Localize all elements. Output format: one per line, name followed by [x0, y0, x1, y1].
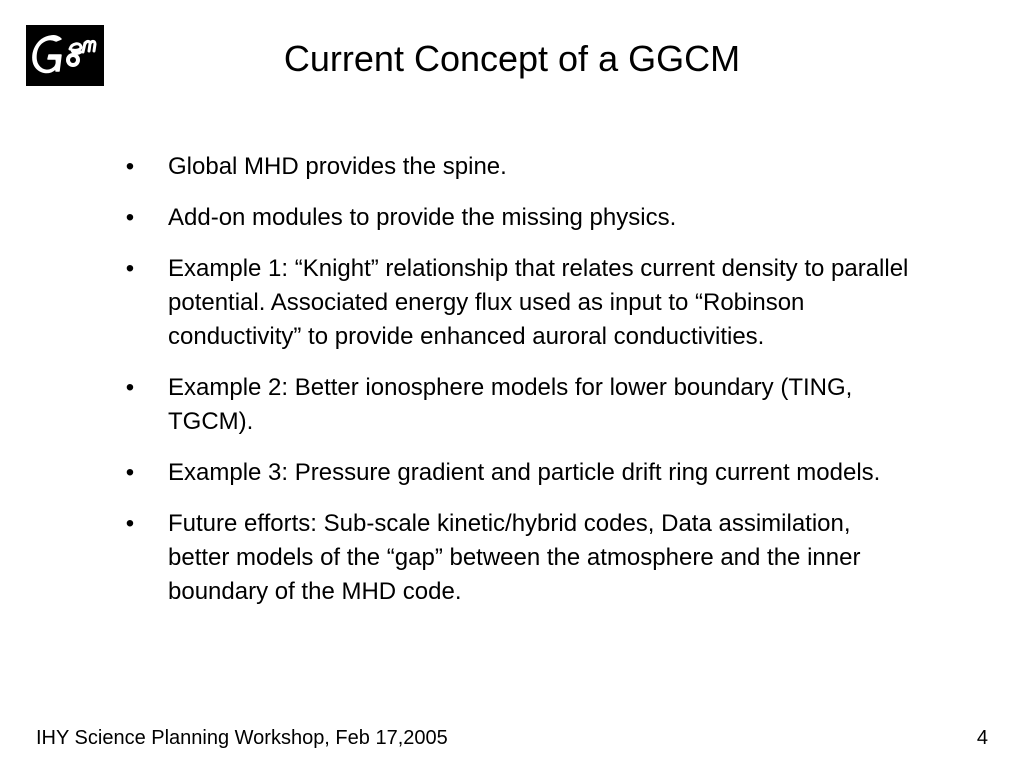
- bullet-item: [120, 150, 910, 184]
- bullet-icon: •: [125, 459, 135, 486]
- bullet-text: Add-on modules to provide the missing physics.: [168, 204, 677, 231]
- bullet-item: [120, 252, 910, 354]
- bullet-icon: •: [125, 255, 135, 282]
- footer-event: IHY Science Planning Workshop, Feb 17,2005: [36, 727, 448, 749]
- bullet-item: [120, 507, 910, 609]
- bullet-text: Global MHD provides the spine.: [168, 153, 507, 180]
- bullet-icon: •: [125, 153, 135, 180]
- bullet-item: [120, 371, 910, 439]
- slide-title: Current Concept of a GGCM: [283, 38, 741, 79]
- bullet-icon: •: [125, 374, 135, 401]
- bullet-text: Future efforts: Sub-scale kinetic/hybrid codes, Data assimilation, better models of the “gap” between the atmosphere and the inner boundary of the MHD code.: [168, 510, 861, 605]
- bullet-text: Example 2: Better ionosphere models for lower boundary (TING, TGCM).: [168, 374, 853, 435]
- bullet-item: [120, 201, 910, 235]
- bullet-text: Example 1: “Knight” relationship that relates current density to parallel potential. Associated energy flux used as input to “Robinson conductivity” to provide enhanced auroral conductivities.: [168, 255, 909, 350]
- page-number: 4: [976, 727, 988, 749]
- bullet-icon: •: [125, 510, 135, 537]
- bullet-list: [120, 150, 910, 626]
- bullet-text: Example 3: Pressure gradient and particle drift ring current models.: [168, 459, 881, 486]
- bullet-item: [120, 456, 910, 490]
- bullet-icon: •: [125, 204, 135, 231]
